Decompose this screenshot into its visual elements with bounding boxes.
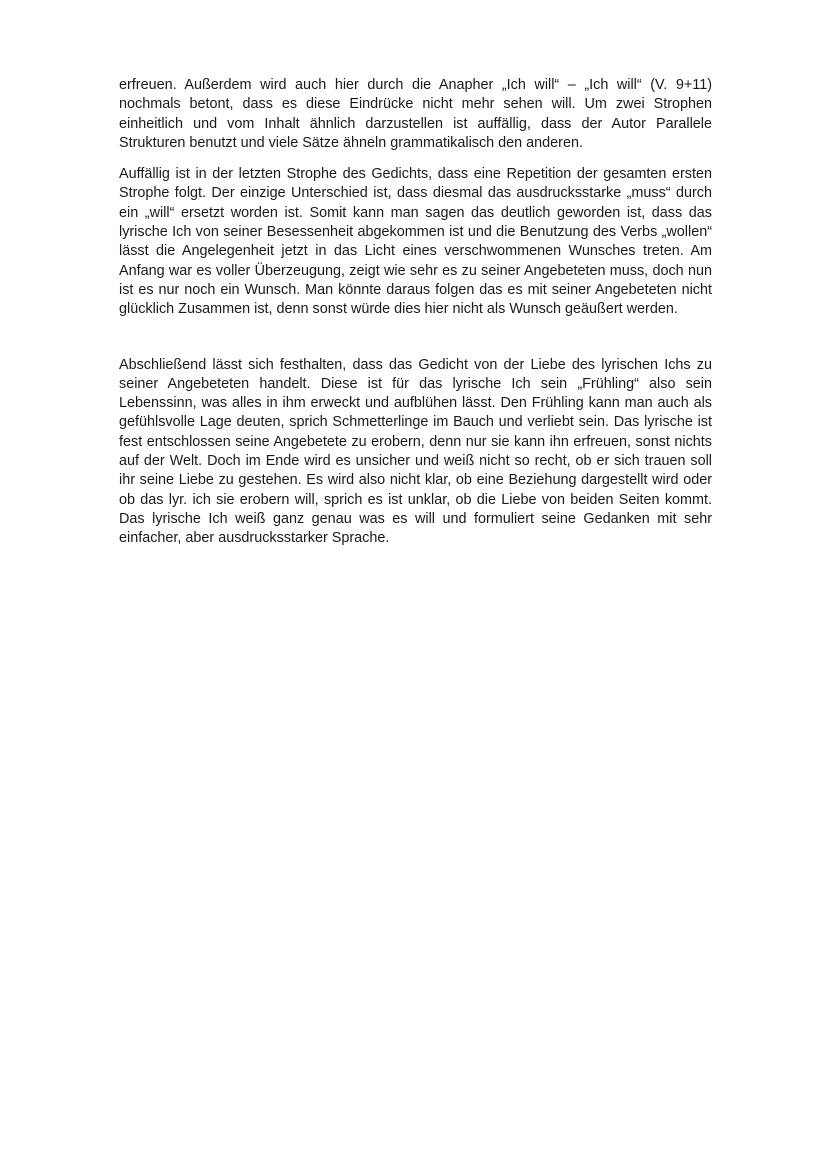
- paragraph-2: Auffällig ist in der letzten Strophe des Gedichts, dass eine Repetition der gesamten ersten Strophe folgt. Der einzige Unterschied ist, dass diesmal das ausdrucksstarke „muss“ durch ein „will“ ersetzt worden ist. Somit kann man sagen das deutlich geworden ist, dass das lyrische Ich von seiner Besessenheit abgekommen ist und die Benutzung des Verbs „wollen“ lässt die Angelegenheit jetzt in das Licht eines verschwommenen Wunsches treten. Am Anfang war es voller Überzeugung, zeigt wie sehr es zu seiner Angebeteten muss, doch nun ist es nur noch ein Wunsch. Man könnte daraus folgen das es mit seiner Angebeteten nicht glücklich Zusammen ist, denn sonst würde dies hier nicht als Wunsch geäußert werden.: [119, 166, 712, 318]
- paragraph-1: erfreuen. Außerdem wird auch hier durch die Anapher „Ich will“ – „Ich will“ (V. 9+11) nochmals betont, dass es diese Eindrücke nicht mehr sehen will. Um zwei Strophen einheitlich und vom Inhalt ähnlich darzustellen ist auffällig, dass der Autor Parallele Strukturen benutzt und viele Sätze ähneln grammatikalisch den anderen.: [119, 77, 712, 151]
- document-body: [119, 76, 712, 549]
- paragraph-3: Abschließend lässt sich festhalten, dass das Gedicht von der Liebe des lyrischen Ichs zu seiner Angebeteten handelt. Diese ist für das lyrische Ich sein „Frühling“ also sein Lebenssinn, was alles in ihm erweckt und aufblühen lässt. Den Frühling kann man auch als gefühlsvolle Lage deuten, sprich Schmetterlinge im Bauch und verliebt sein. Das lyrische ist fest entschlossen seine Angebetete zu erobern, denn nur sie kann ihn erfreuen, sonst nichts auf der Welt. Doch im Ende wird es unsicher und weiß nicht so recht, ob er sich trauen soll ihr seine Liebe zu gestehen. Es wird also nicht klar, ob eine Beziehung dargestellt wird oder ob das lyr. ich sie erobern will, sprich es ist unklar, ob die Liebe von beiden Seiten kommt. Das lyrische Ich weiß ganz genau was es will und formuliert seine Gedanken mit sehr einfacher, aber ausdrucksstarker Sprache.: [119, 356, 712, 547]
